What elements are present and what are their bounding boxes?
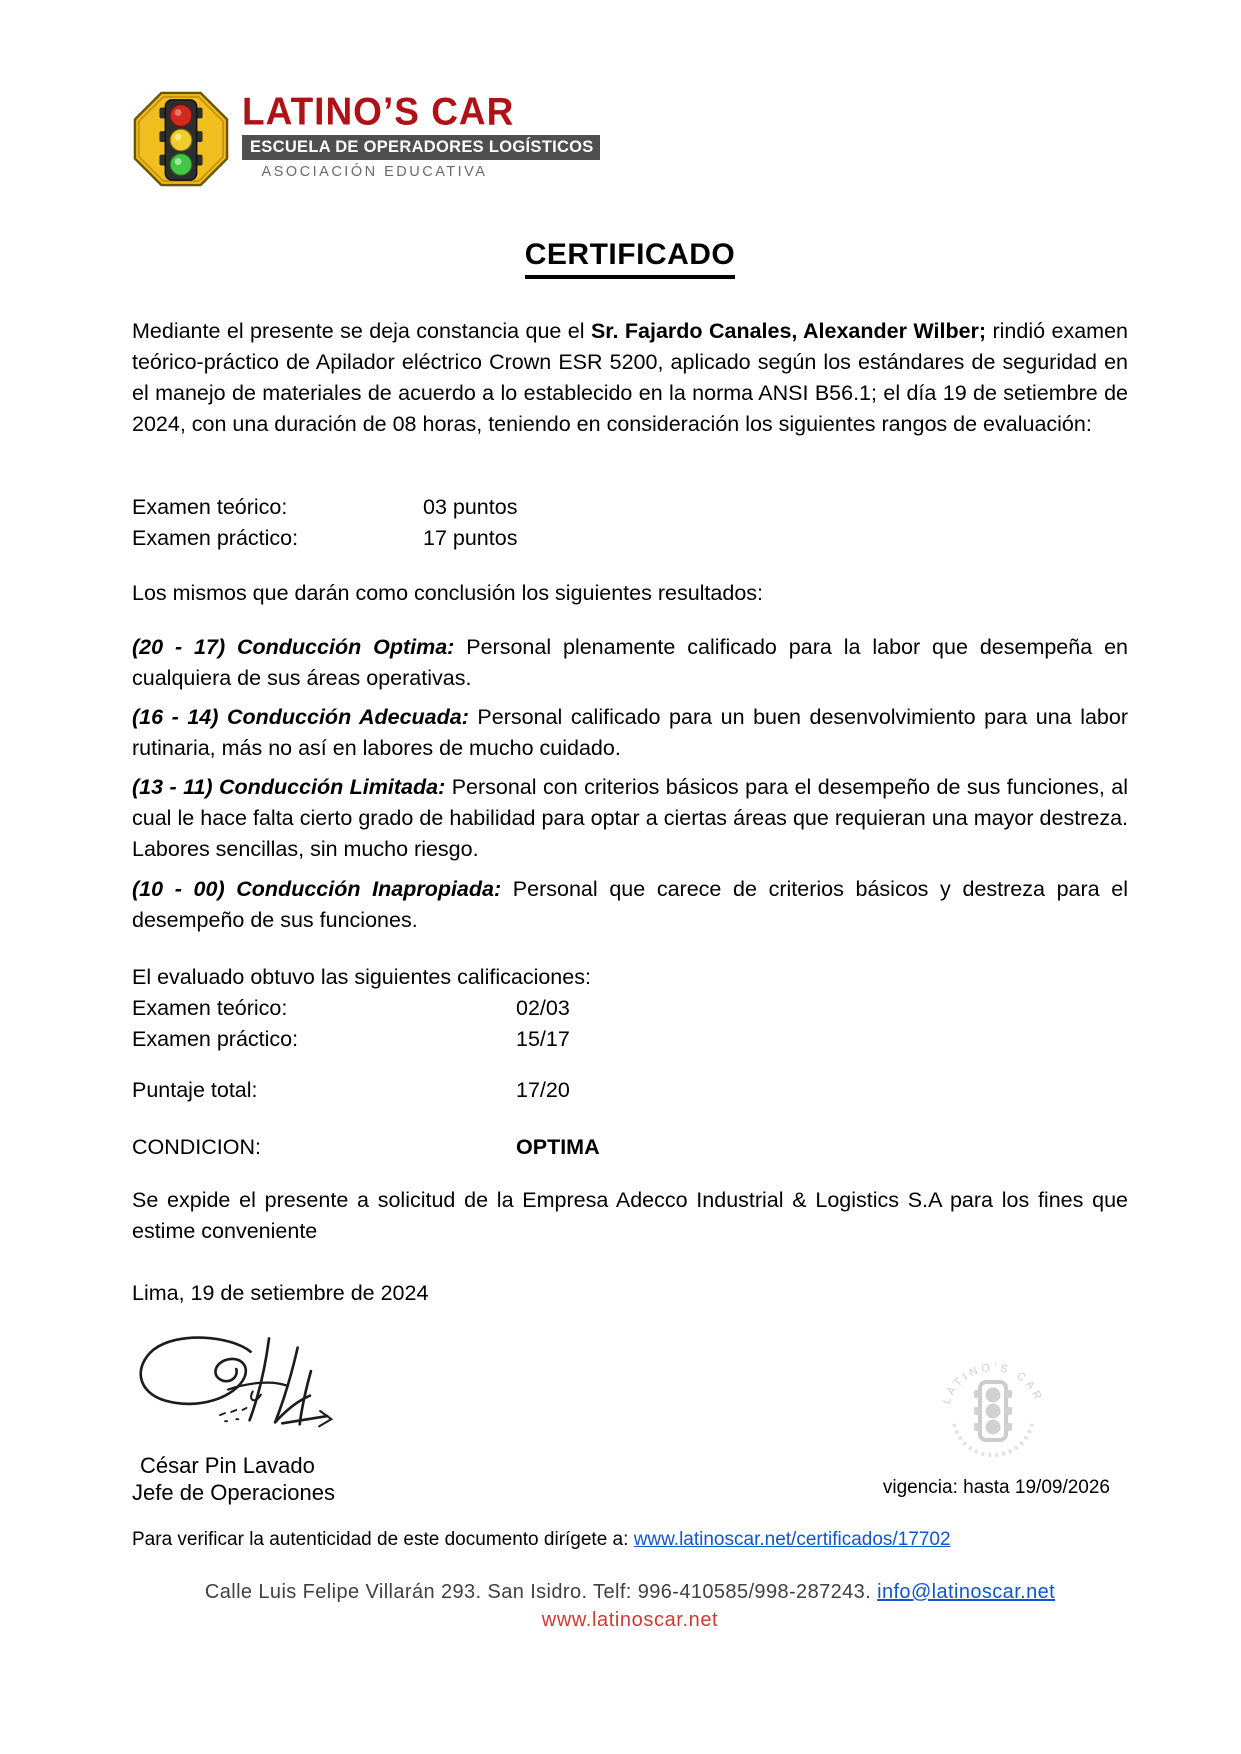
table-row bbox=[132, 1024, 1128, 1055]
certificate-verification-link[interactable]: www.latinoscar.net/certificados/17702 bbox=[633, 1529, 951, 1550]
exam-theory-label: Examen teórico: bbox=[132, 495, 288, 519]
total-label: Puntaje total: bbox=[132, 1078, 258, 1102]
rating-desc: Personal calificado para un buen desenvolvimiento para una labor rutinaria, más no así en labores de mucho cuidado. bbox=[132, 705, 1128, 760]
signatory-role: Jefe de Operaciones bbox=[132, 1480, 336, 1505]
address-line bbox=[132, 1581, 1128, 1604]
results-intro-text: Los mismos que darán como conclusión los siguientes resultados: bbox=[132, 581, 763, 605]
issuance-text: Se expide el presente a solicitud de la Empresa Adecco Industrial & Logistics S.A para los fines que estime conveniente bbox=[132, 1188, 1128, 1243]
brand-tagline-bar: ESCUELA DE OPERADORES LOGÍSTICOS bbox=[242, 135, 600, 160]
signatory-block bbox=[132, 1452, 335, 1506]
exam-practice-max: 17 puntos bbox=[423, 526, 518, 550]
trainee-name: Sr. Fajardo Canales, Alexander Wilber; bbox=[590, 319, 987, 343]
issuance-paragraph bbox=[132, 1185, 1128, 1247]
rating-desc: Personal que carece de criterios básicos y destreza para el desempeño de sus funciones. bbox=[132, 877, 1128, 932]
title-wrap bbox=[132, 238, 1128, 279]
total-score-row bbox=[132, 1075, 1128, 1106]
score-theory-value: 02/03 bbox=[516, 996, 570, 1020]
address-text: Calle Luis Felipe Villarán 293. San Isidro. Telf: 996-410585/998-287243. bbox=[204, 1581, 878, 1603]
rating-term: (10 - 00) Conducción Inapropiada: bbox=[132, 877, 502, 901]
intro-prefix: Mediante el presente se deja constancia que el bbox=[132, 319, 591, 343]
score-ranges bbox=[132, 492, 1128, 554]
seal-traffic-light bbox=[974, 1382, 1012, 1440]
signature-image bbox=[130, 1328, 360, 1448]
logo-text bbox=[242, 89, 594, 180]
total-value: 17/20 bbox=[516, 1078, 570, 1102]
condition-label: CONDICION: bbox=[132, 1135, 261, 1159]
table-row bbox=[132, 993, 1128, 1024]
date-line-text: Lima, 19 de setiembre de 2024 bbox=[132, 1281, 429, 1305]
company-seal-watermark-icon bbox=[930, 1350, 1056, 1476]
verification-line bbox=[132, 1529, 1128, 1551]
table-row bbox=[132, 523, 1128, 554]
rating-limitada bbox=[132, 772, 1128, 865]
scores-section bbox=[132, 962, 1128, 1055]
brand-name: LATINO’S CAR bbox=[242, 89, 515, 133]
date-line bbox=[132, 1278, 1128, 1309]
score-theory-label: Examen teórico: bbox=[132, 996, 288, 1020]
verification-text: Para verificar la autenticidad de este documento dirígete a: bbox=[132, 1529, 634, 1550]
page-title: CERTIFICADO bbox=[525, 238, 736, 279]
rating-term: (20 - 17) Conducción Optima: bbox=[132, 635, 455, 659]
score-practice-label: Examen práctico: bbox=[132, 1027, 299, 1051]
scores-intro: El evaluado obtuvo las siguientes calificaciones: bbox=[132, 965, 591, 989]
rating-term: (16 - 14) Conducción Adecuada: bbox=[132, 705, 469, 729]
email-link[interactable]: info@latinoscar.net bbox=[877, 1581, 1056, 1603]
logo bbox=[132, 88, 594, 188]
website-line bbox=[132, 1609, 1128, 1632]
intro-paragraph bbox=[132, 316, 1128, 440]
intro-body: rindió examen teórico-práctico de Apilador eléctrico Crown ESR 5200, aplicado según los estándares de seguridad en el manejo de materiales de acuerdo a lo establecido en la norma ANSI B56.1; el día 19 de setiembre de 2024, con una duración de 08 horas, teniendo en consideración los siguientes rangos de evaluación: bbox=[132, 319, 1128, 436]
brand-subtitle: ASOCIACIÓN EDUCATIVA bbox=[261, 164, 488, 180]
validity-text: vigencia: hasta 19/09/2026 bbox=[882, 1477, 1110, 1498]
score-practice-value: 15/17 bbox=[516, 1027, 570, 1051]
traffic-light-octagon-icon bbox=[132, 90, 230, 188]
website-link[interactable]: www.latinoscar.net bbox=[541, 1609, 719, 1631]
rating-inapropiada bbox=[132, 874, 1128, 936]
exam-theory-max: 03 puntos bbox=[423, 495, 518, 519]
results-intro bbox=[132, 578, 1128, 609]
exam-practice-label: Examen práctico: bbox=[132, 526, 299, 550]
rating-adecuada bbox=[132, 702, 1128, 764]
rating-desc: Personal plenamente calificado para la labor que desempeña en cualquiera de sus áreas operativas. bbox=[132, 635, 1128, 690]
condition-row bbox=[132, 1132, 1128, 1163]
signatory-name: César Pin Lavado bbox=[140, 1453, 315, 1478]
rating-optima bbox=[132, 632, 1128, 694]
rating-desc: Personal con criterios básicos para el desempeño de sus funciones, al cual le hace falta cierto grado de habilidad para optar a ciertas áreas que requieran una mayor destreza. Labores sencillas, sin mucho riesgo. bbox=[132, 775, 1128, 861]
table-row bbox=[132, 492, 1128, 523]
condition-value: OPTIMA bbox=[516, 1135, 600, 1159]
seal-arc-text: LATINO’S CAR bbox=[940, 1361, 1045, 1406]
rating-term: (13 - 11) Conducción Limitada: bbox=[132, 775, 446, 799]
